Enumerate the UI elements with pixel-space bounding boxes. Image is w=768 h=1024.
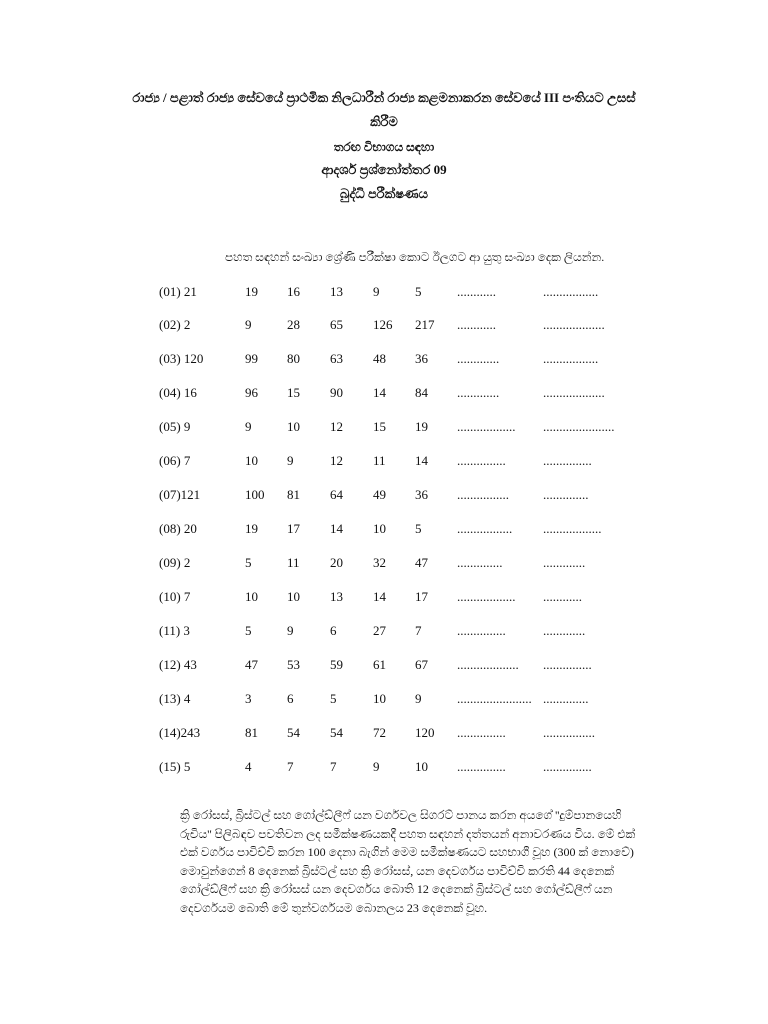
question-row: [0, 691, 768, 711]
series-value: 15: [287, 385, 300, 400]
question-row: [0, 589, 768, 609]
answer-blank: ...............: [457, 623, 506, 638]
question-number: (07)121: [159, 487, 201, 502]
exam-subtitle: තරඟ විභාගය සඳහා: [333, 140, 435, 154]
paragraph-line: ක්‍රි රෝසස්, බ්‍රිස්ටල් සහ ගෝල්ඩ්ලීෆ් යන වර්ගවල සිගරට් පානය කරන අයගේ ''දුම්පානයෙහි: [180, 808, 622, 822]
series-value: 9: [245, 317, 252, 332]
series-value: 17: [287, 521, 300, 536]
series-value: 19: [415, 419, 428, 434]
paragraph-line: රුචිය'' පිලිබඳව පවතිවන ලද සමීක්ෂණයකදී පහත සඳහන් දත්තයන් අනාවරණය විය. මේ එක්: [180, 826, 636, 841]
series-value: 14: [330, 521, 343, 536]
paragraph-line: මොවුන්ගෙන් 8 දෙනෙක් බ්‍රිස්ටල් සහ ක්‍රි රෝසස්, යන දෙවර්ගය පාවිච්චි කරති 44 දෙනෙක්: [180, 863, 615, 878]
series-value: 20: [330, 555, 343, 570]
title-line-1: රාජ්‍ය / පළාත් රාජ්‍ය සේවයේ ප්‍රාථමික නිලධාරීන් රාජ්‍ය කළමනාකරන සේවයේ III පංතියට උසස්: [132, 90, 636, 105]
series-value: 6: [330, 623, 337, 638]
series-value: 19: [245, 284, 258, 299]
series-value: 27: [373, 623, 386, 638]
question-row: [0, 759, 768, 779]
paragraph-line: ගෝල්ඩ්ලීෆ් සහ ක්‍රි රෝසස් යන දෙවර්ගය බොති 12 දෙනෙක් බ්‍රිස්ටල් සහ ගෝල්ඩ්ලීෆ් යන: [180, 882, 613, 896]
section-title: බුද්ධි පරීක්ෂණය: [340, 186, 428, 201]
series-value: 81: [287, 487, 300, 502]
series-value: 9: [245, 419, 252, 434]
series-value: 59: [330, 657, 343, 672]
series-value: 16: [287, 284, 300, 299]
series-value: 9: [415, 691, 422, 706]
question-number: (06) 7: [159, 453, 191, 468]
series-value: 49: [373, 487, 386, 502]
series-value: 14: [373, 385, 386, 400]
series-value: 5: [415, 284, 422, 299]
series-value: 5: [330, 691, 337, 706]
answer-blank: .................: [543, 284, 599, 299]
series-value: 13: [330, 284, 343, 299]
question-number: (08) 20: [159, 521, 197, 536]
series-value: 13: [330, 589, 343, 604]
series-value: 81: [245, 725, 258, 740]
answer-blank: ..................: [457, 419, 516, 434]
question-number: (01) 21: [159, 284, 197, 299]
question-row: [0, 419, 768, 439]
series-value: 7: [330, 759, 337, 774]
series-value: 65: [330, 317, 343, 332]
series-value: 7: [287, 759, 294, 774]
series-value: 5: [415, 521, 422, 536]
question-row: [0, 317, 768, 337]
series-value: 19: [245, 521, 258, 536]
answer-blank: ..............: [543, 487, 589, 502]
question-row: [0, 453, 768, 473]
series-value: 14: [415, 453, 428, 468]
answer-blank: ...............: [543, 657, 592, 672]
series-value: 10: [373, 521, 386, 536]
series-value: 67: [415, 657, 428, 672]
answer-blank: .................: [543, 351, 599, 366]
answer-blank: ...............: [543, 759, 592, 774]
answer-blank: ..................: [457, 589, 516, 604]
series-value: 63: [330, 351, 343, 366]
answer-blank: ..............: [543, 691, 589, 706]
question-row: [0, 555, 768, 575]
problem-paragraph: [180, 806, 636, 917]
paragraph-line: එක් වර්ගය පාවිච්චි කරන 100 දෙනා බැගින් මෙම සමීක්ෂණයට සහභාගී වූහ (300 ක් නොවේ): [180, 845, 634, 859]
series-value: 54: [330, 725, 343, 740]
series-value: 84: [415, 385, 428, 400]
series-value: 14: [373, 589, 386, 604]
series-value: 90: [330, 385, 343, 400]
question-row: [0, 487, 768, 507]
question-number: (15) 5: [159, 759, 191, 774]
answer-blank: ............: [457, 284, 496, 299]
instruction-text: පහත සඳහන් සංඛ්‍යා ශ්‍රේණි පරීක්ෂා කොට ඊලගට ආ යුතු සංඛ්‍යා දෙක ලියන්න.: [225, 250, 605, 264]
series-value: 12: [330, 453, 343, 468]
answer-blank: ............: [457, 317, 496, 332]
series-value: 28: [287, 317, 300, 332]
question-number: (14)243: [159, 725, 201, 740]
answer-blank: ..................: [543, 521, 602, 536]
question-number: (05) 9: [159, 419, 191, 434]
question-number: (09) 2: [159, 555, 191, 570]
series-value: 5: [245, 555, 252, 570]
question-number: (03) 120: [159, 351, 204, 366]
answer-blank: .............: [457, 385, 500, 400]
question-row: [0, 657, 768, 677]
answer-blank: ......................: [543, 419, 615, 434]
series-value: 61: [373, 657, 386, 672]
answer-blank: ............: [543, 589, 582, 604]
question-row: [0, 385, 768, 405]
series-value: 120: [415, 725, 435, 740]
answer-blank: ...............: [457, 759, 506, 774]
question-number: (02) 2: [159, 317, 191, 332]
series-value: 54: [287, 725, 300, 740]
series-value: 4: [245, 759, 252, 774]
series-value: 15: [373, 419, 386, 434]
question-row: [0, 351, 768, 371]
series-value: 10: [415, 759, 428, 774]
series-value: 6: [287, 691, 294, 706]
series-value: 10: [287, 419, 300, 434]
answer-blank: .............: [543, 623, 586, 638]
series-value: 17: [415, 589, 428, 604]
series-value: 9: [373, 759, 380, 774]
series-value: 47: [245, 657, 258, 672]
answer-blank: ................: [543, 725, 595, 740]
answer-blank: .................: [457, 521, 513, 536]
series-value: 48: [373, 351, 386, 366]
series-value: 100: [245, 487, 265, 502]
series-value: 10: [245, 589, 258, 604]
series-value: 9: [373, 284, 380, 299]
answer-blank: .............: [457, 351, 500, 366]
series-value: 10: [287, 589, 300, 604]
series-value: 96: [245, 385, 258, 400]
paper-number: ආදර්ශ ප්‍රශ්නෝත්තර 09: [321, 162, 447, 177]
series-value: 64: [330, 487, 343, 502]
answer-blank: ...............: [543, 453, 592, 468]
series-value: 9: [287, 623, 294, 638]
title-line-2: කිරීම: [370, 114, 398, 129]
series-value: 126: [373, 317, 393, 332]
series-value: 10: [373, 691, 386, 706]
series-value: 5: [245, 623, 252, 638]
question-row: [0, 521, 768, 541]
series-value: 3: [245, 691, 252, 706]
series-value: 11: [287, 555, 300, 570]
series-value: 9: [287, 453, 294, 468]
answer-blank: ...................: [543, 317, 605, 332]
series-value: 217: [415, 317, 435, 332]
series-value: 10: [245, 453, 258, 468]
answer-blank: ...................: [543, 385, 605, 400]
series-value: 36: [415, 487, 428, 502]
series-value: 53: [287, 657, 300, 672]
series-value: 7: [415, 623, 422, 638]
question-number: (11) 3: [159, 623, 190, 638]
answer-blank: .......................: [457, 691, 532, 706]
series-value: 32: [373, 555, 386, 570]
question-row: [0, 623, 768, 643]
series-value: 99: [245, 351, 258, 366]
series-value: 47: [415, 555, 428, 570]
question-row: [0, 284, 768, 304]
answer-blank: ..............: [457, 555, 503, 570]
paragraph-line: දෙවර්ගයම බොති මේ තුන්වර්ගයම බොනලය 23 දෙනෙක් වූහ.: [180, 900, 488, 915]
question-number: (12) 43: [159, 657, 197, 672]
answer-blank: ...............: [457, 453, 506, 468]
question-row: [0, 725, 768, 745]
series-value: 12: [330, 419, 343, 434]
answer-blank: ...............: [457, 725, 506, 740]
answer-blank: ................: [457, 487, 509, 502]
question-number: (04) 16: [159, 385, 197, 400]
series-value: 11: [373, 453, 386, 468]
series-value: 36: [415, 351, 428, 366]
answer-blank: ...................: [457, 657, 519, 672]
series-value: 80: [287, 351, 300, 366]
series-value: 72: [373, 725, 386, 740]
answer-blank: .............: [543, 555, 586, 570]
question-number: (13) 4: [159, 691, 191, 706]
question-number: (10) 7: [159, 589, 191, 604]
